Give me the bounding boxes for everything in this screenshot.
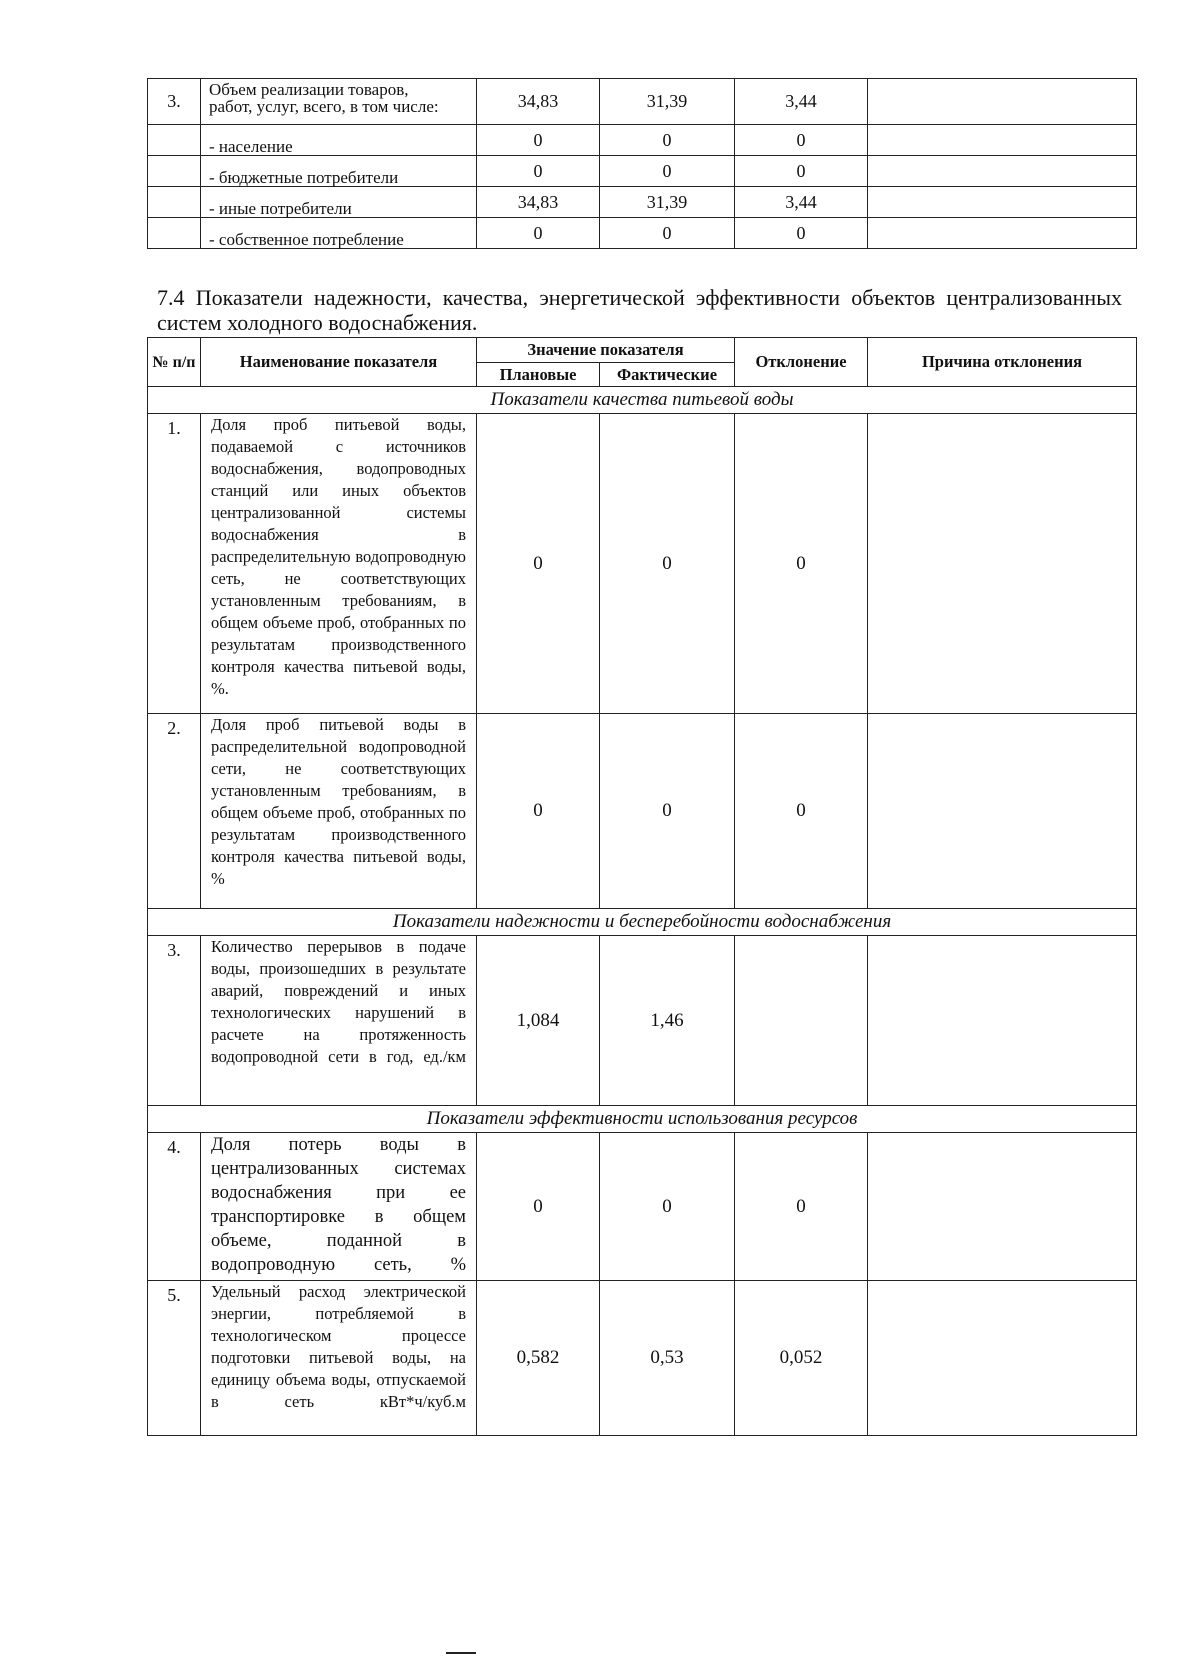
- sales-volume-table: [147, 78, 1137, 249]
- row-number: [148, 218, 201, 249]
- table-row: [148, 156, 1137, 187]
- fact-value: 0: [600, 414, 735, 714]
- deviation-value: 0: [735, 125, 868, 156]
- row-label: - собственное потребление: [201, 218, 477, 249]
- row-number: 3.: [148, 936, 201, 1106]
- section-row: [148, 909, 1137, 936]
- header-row: [148, 338, 1137, 363]
- reason-cell: [868, 1133, 1137, 1281]
- plan-value: 0: [477, 156, 600, 187]
- indicators-table: [147, 337, 1137, 1436]
- section-row: [148, 387, 1137, 414]
- table-row: [148, 79, 1137, 125]
- reason-cell: [868, 1281, 1137, 1436]
- table-row: [148, 936, 1137, 1106]
- fact-value: 1,46: [600, 936, 735, 1106]
- section-title: Показатели эффективности использования ресурсов: [148, 1106, 1137, 1133]
- table-row: [148, 414, 1137, 714]
- fact-value: 0: [600, 125, 735, 156]
- row-number: 2.: [148, 714, 201, 909]
- indicator-name: Доля потерь воды в централизованных системах водоснабжения при ее транспортировке в общем объеме, поданной в водопроводную сеть, %: [201, 1133, 477, 1281]
- fact-value: 31,39: [600, 79, 735, 125]
- plan-value: 0: [477, 414, 600, 714]
- deviation-value: 3,44: [735, 187, 868, 218]
- row-number: [148, 125, 201, 156]
- reason-cell: [868, 936, 1137, 1106]
- header-deviation: Отклонение: [735, 338, 868, 387]
- row-number: 4.: [148, 1133, 201, 1281]
- reason-cell: [868, 156, 1137, 187]
- row-label: - бюджетные потребители: [201, 156, 477, 187]
- reason-cell: [868, 79, 1137, 125]
- deviation-value: 0: [735, 714, 868, 909]
- deviation-value: 0: [735, 156, 868, 187]
- plan-value: 0: [477, 714, 600, 909]
- plan-value: 0: [477, 1133, 600, 1281]
- row-number: 3.: [148, 79, 201, 125]
- table-row: [148, 1281, 1137, 1436]
- plan-value: 0,582: [477, 1281, 600, 1436]
- row-number: [148, 187, 201, 218]
- fact-value: 0: [600, 218, 735, 249]
- reason-cell: [868, 714, 1137, 909]
- row-label: - население: [201, 125, 477, 156]
- reason-cell: [868, 187, 1137, 218]
- table-row: [148, 218, 1137, 249]
- section-title: Показатели надежности и бесперебойности водоснабжения: [148, 909, 1137, 936]
- deviation-value: 0: [735, 414, 868, 714]
- indicator-name: Доля проб питьевой воды, подаваемой с источников водоснабжения, водопроводных станций или иных объектов централизованной системы водоснабжения в распределительную водопроводную сеть, не соответствующих установленным требованиям, в общем объеме проб, отобранных по результатам производственного контроля качества питьевой воды, %.: [201, 414, 477, 714]
- table-row: [148, 125, 1137, 156]
- reason-cell: [868, 125, 1137, 156]
- indicator-name: Количество перерывов в подаче воды, произошедших в результате аварий, повреждений и иных технологических нарушений в расчете на протяженность водопроводной сети в год, ед./км: [201, 936, 477, 1106]
- plan-value: 0: [477, 218, 600, 249]
- reason-cell: [868, 218, 1137, 249]
- row-label: [201, 79, 477, 125]
- header-value-group: Значение показателя: [477, 338, 735, 363]
- deviation-value: 0: [735, 1133, 868, 1281]
- fact-value: 0,53: [600, 1281, 735, 1436]
- deviation-value: 3,44: [735, 79, 868, 125]
- header-number: № п/п: [148, 338, 201, 387]
- deviation-value: 0,052: [735, 1281, 868, 1436]
- fact-value: 0: [600, 714, 735, 909]
- row-label: - иные потребители: [201, 187, 477, 218]
- indicator-name: Удельный расход электрической энергии, потребляемой в технологическом процессе подготовки питьевой воды, на единицу объема воды, отпускаемой в сеть кВт*ч/куб.м: [201, 1281, 477, 1436]
- section-title: Показатели качества питьевой воды: [148, 387, 1137, 414]
- indicator-name: Доля проб питьевой воды в распределительной водопроводной сети, не соответствующих установленным требованиям, в общем объеме проб, отобранных по результатам производственного контроля качества питьевой воды, %: [201, 714, 477, 909]
- section-heading: 7.4 Показатели надежности, качества, энергетической эффективности объектов централизованных систем холодного водоснабжения.: [157, 285, 1122, 335]
- page-footer-mark: [446, 1652, 476, 1654]
- header-reason: Причина отклонения: [868, 338, 1137, 387]
- row-number: 5.: [148, 1281, 201, 1436]
- row-number: 1.: [148, 414, 201, 714]
- row-label-line: Объем реализации товаров,: [209, 80, 409, 99]
- table-row: [148, 714, 1137, 909]
- table-row: [148, 187, 1137, 218]
- plan-value: 34,83: [477, 79, 600, 125]
- header-fact: Фактические: [600, 363, 735, 387]
- reason-cell: [868, 414, 1137, 714]
- plan-value: 34,83: [477, 187, 600, 218]
- row-label-line: работ, услуг, всего, в том числе:: [209, 97, 439, 116]
- fact-value: 0: [600, 156, 735, 187]
- deviation-value: [735, 936, 868, 1106]
- section-row: [148, 1106, 1137, 1133]
- row-number: [148, 156, 201, 187]
- fact-value: 31,39: [600, 187, 735, 218]
- fact-value: 0: [600, 1133, 735, 1281]
- header-plan: Плановые: [477, 363, 600, 387]
- table-row: [148, 1133, 1137, 1281]
- deviation-value: 0: [735, 218, 868, 249]
- header-name: Наименование показателя: [201, 338, 477, 387]
- plan-value: 1,084: [477, 936, 600, 1106]
- plan-value: 0: [477, 125, 600, 156]
